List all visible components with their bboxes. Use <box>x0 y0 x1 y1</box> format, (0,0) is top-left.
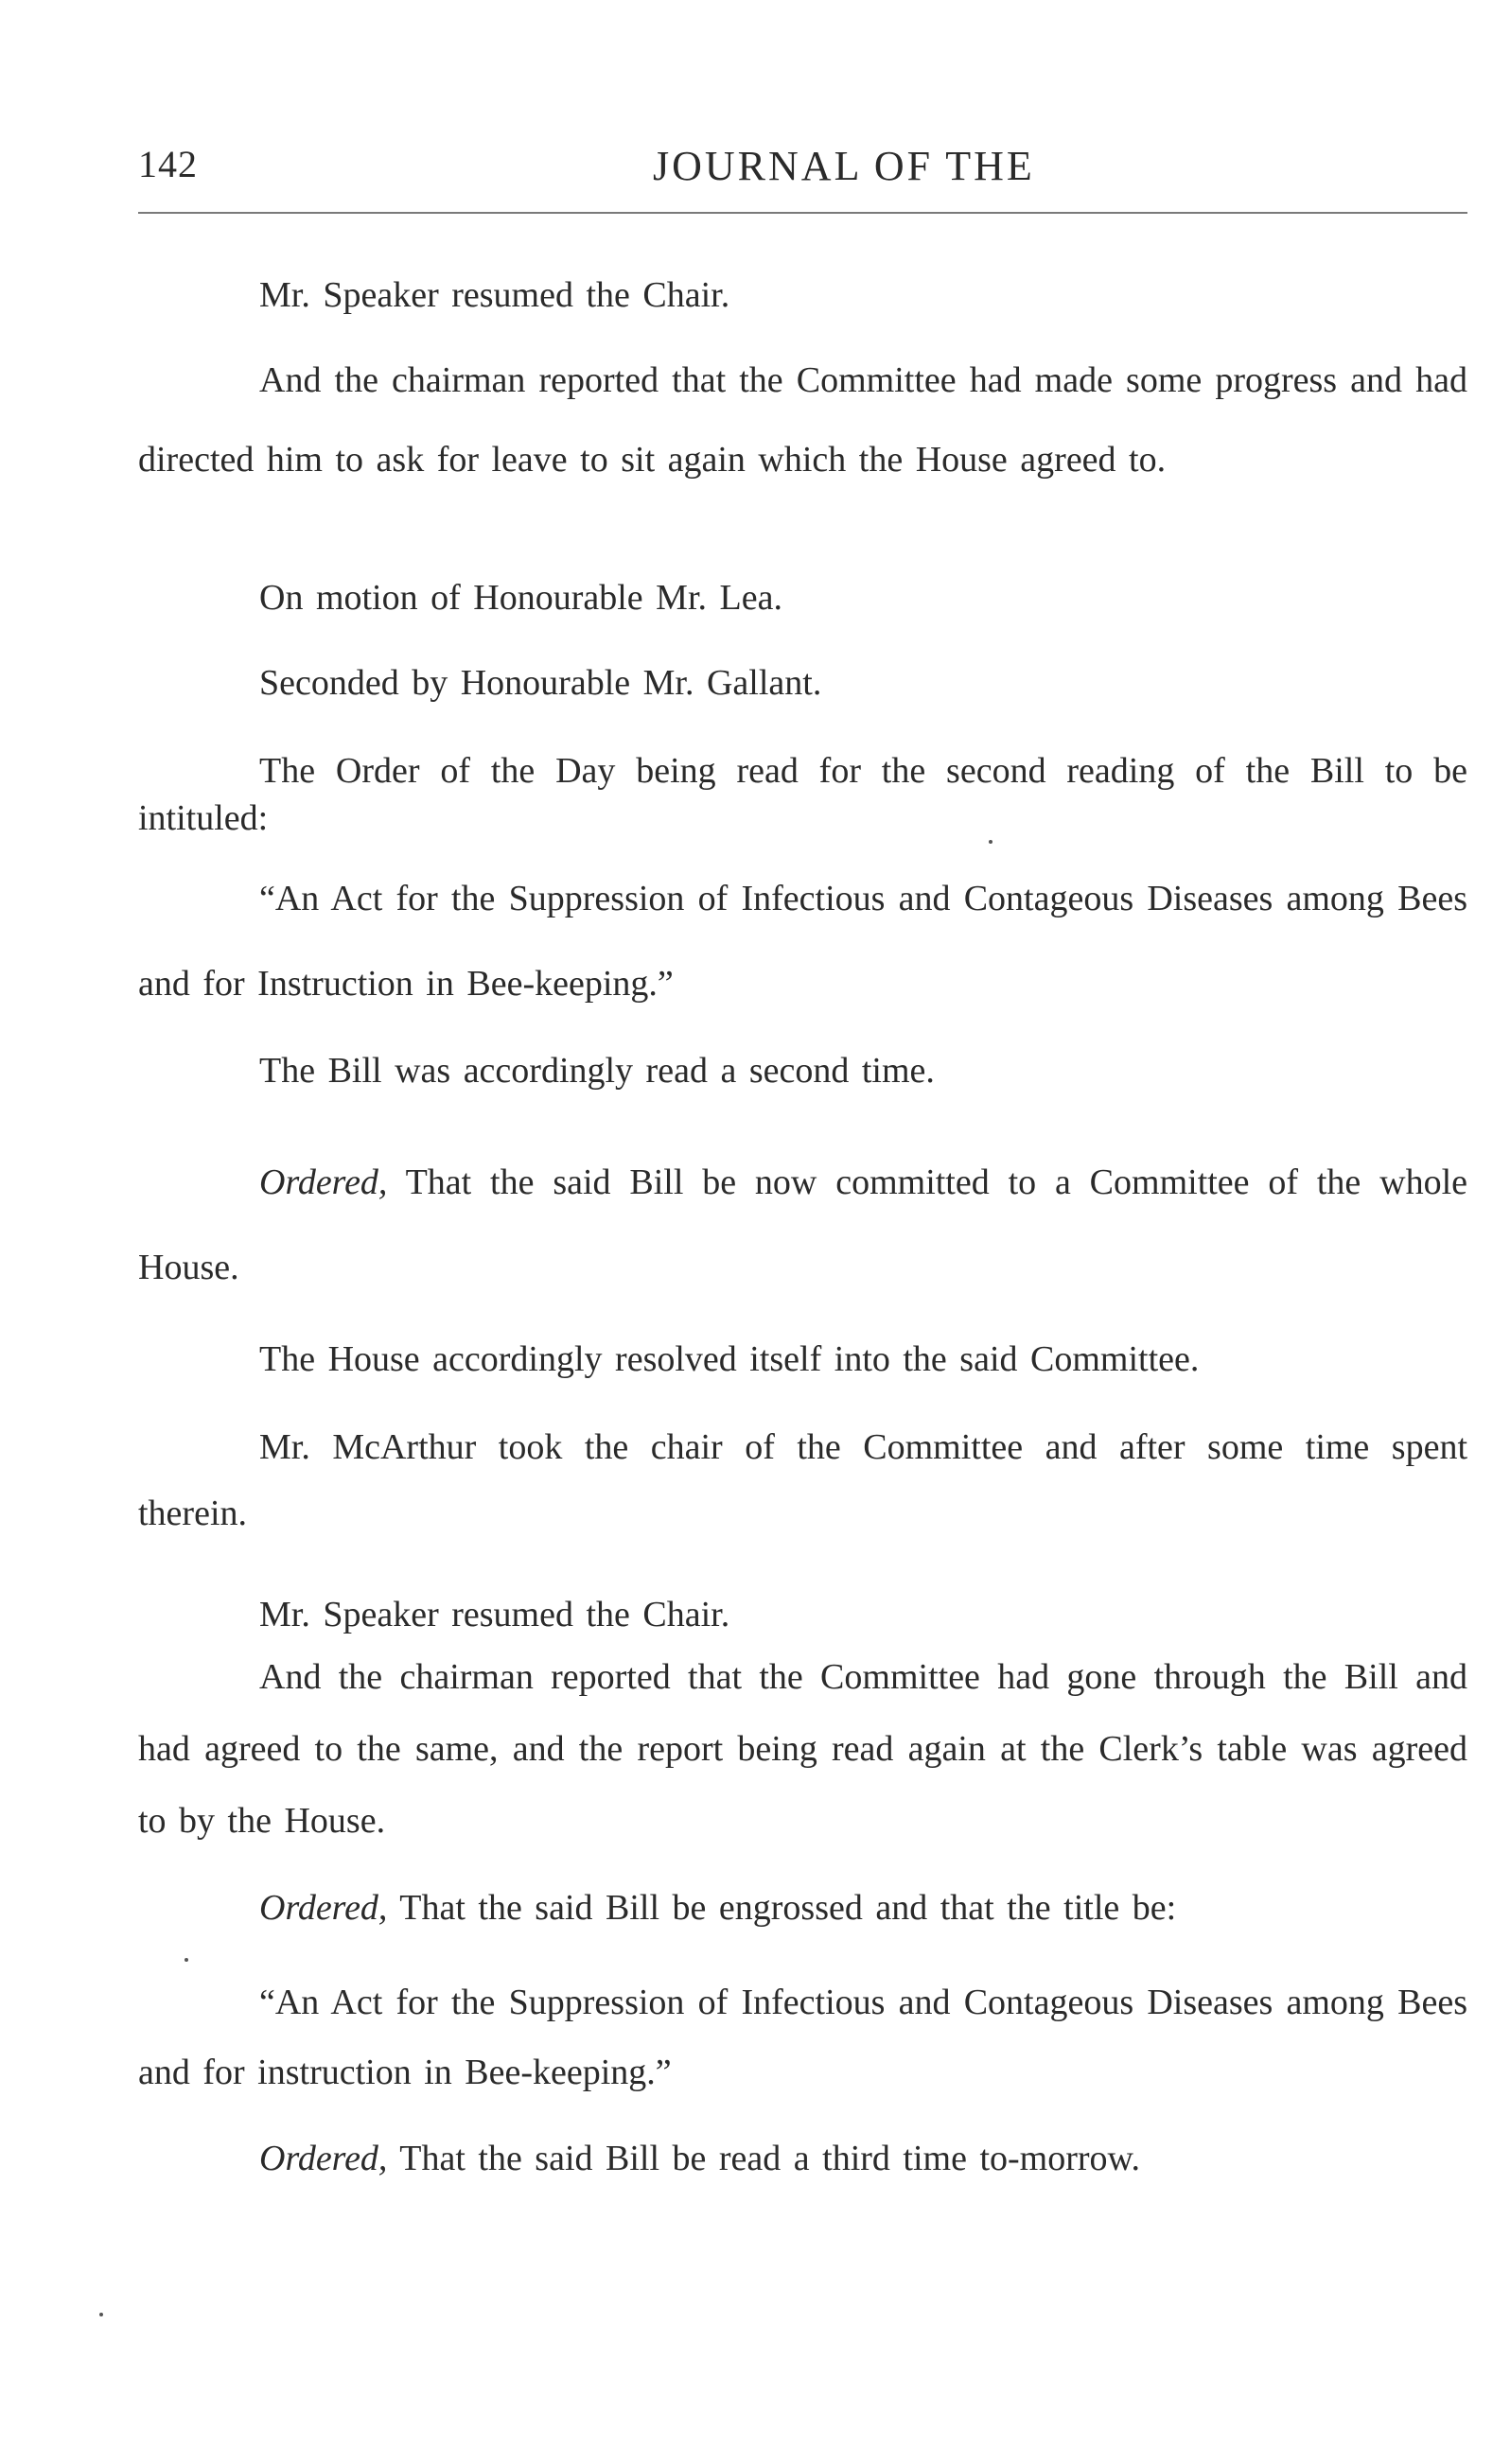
ordered-label: Ordered, <box>259 2139 388 2178</box>
header-rule <box>138 212 1467 214</box>
paragraph-text: Mr. Speaker resumed the Chair. <box>259 1595 730 1634</box>
paragraph-chairman-report-agreed <box>138 1641 1467 1857</box>
paragraph-ordered-engrossed <box>138 1868 1467 1948</box>
paragraph-text: On motion of Honourable Mr. Lea. <box>259 578 782 618</box>
paragraph-seconded <box>138 643 1467 723</box>
paragraph-text: Seconded by Honourable Mr. Gallant. <box>259 663 822 703</box>
paragraph-text: That the said Bill be engrossed and that the title be: <box>387 1888 1177 1928</box>
paragraph-chairman-report-progress <box>138 341 1467 499</box>
paragraph-text: That the said Bill be read a third time to-morrow. <box>387 2139 1141 2178</box>
paragraph-text: The Order of the Day being read for the second reading of the Bill to be intituled: <box>138 751 1467 838</box>
ordered-label: Ordered, <box>259 1888 388 1928</box>
paragraph-text: The Bill was accordingly read a second time. <box>259 1051 935 1091</box>
paragraph-mcarthur-chair <box>138 1414 1467 1547</box>
paragraph-speaker-resumed <box>138 255 1467 335</box>
paragraph-second-reading <box>138 1031 1467 1110</box>
paragraph-text: “An Act for the Suppression of Infectious and Contageous Diseases among Bees and for Instruction in Bee-keeping.” <box>138 879 1467 1004</box>
paragraph-text: Mr. Speaker resumed the Chair. <box>259 275 730 315</box>
paragraph-text: And the chairman reported that the Committee had made some progress and had directed him to ask for leave to sit again which the House agreed to. <box>138 360 1467 480</box>
paragraph-order-of-day <box>138 747 1467 842</box>
running-head: JOURNAL OF THE <box>653 143 1035 189</box>
print-speck <box>99 2313 103 2316</box>
paragraph-text: “An Act for the Suppression of Infectious and Contageous Diseases among Bees and for instruction in Bee-keeping.” <box>138 1983 1467 2092</box>
print-speck <box>989 840 992 844</box>
page-number: 142 <box>138 143 198 185</box>
paragraph-bill-title-2 <box>138 1967 1467 2107</box>
paragraph-ordered-third-reading <box>138 2119 1467 2198</box>
page-header <box>138 142 1467 199</box>
paragraph-ordered-committed <box>138 1140 1467 1310</box>
paragraph-text: And the chairman reported that the Committee had gone through the Bill and had agreed to the same, and the report being read again at the Clerk’s table was agreed to by the House. <box>138 1657 1467 1841</box>
ordered-label: Ordered, <box>259 1162 388 1202</box>
paragraph-house-resolved <box>138 1319 1467 1399</box>
paragraph-text: That the said Bill be now committed to a Committee of the whole House. <box>138 1162 1467 1287</box>
paragraph-text: The House accordingly resolved itself into the said Committee. <box>259 1339 1200 1379</box>
paragraph-text: Mr. McArthur took the chair of the Committee and after some time spent therein. <box>138 1427 1467 1533</box>
print-speck <box>184 1958 188 1962</box>
paragraph-bill-title <box>138 856 1467 1026</box>
paragraph-motion <box>138 558 1467 638</box>
